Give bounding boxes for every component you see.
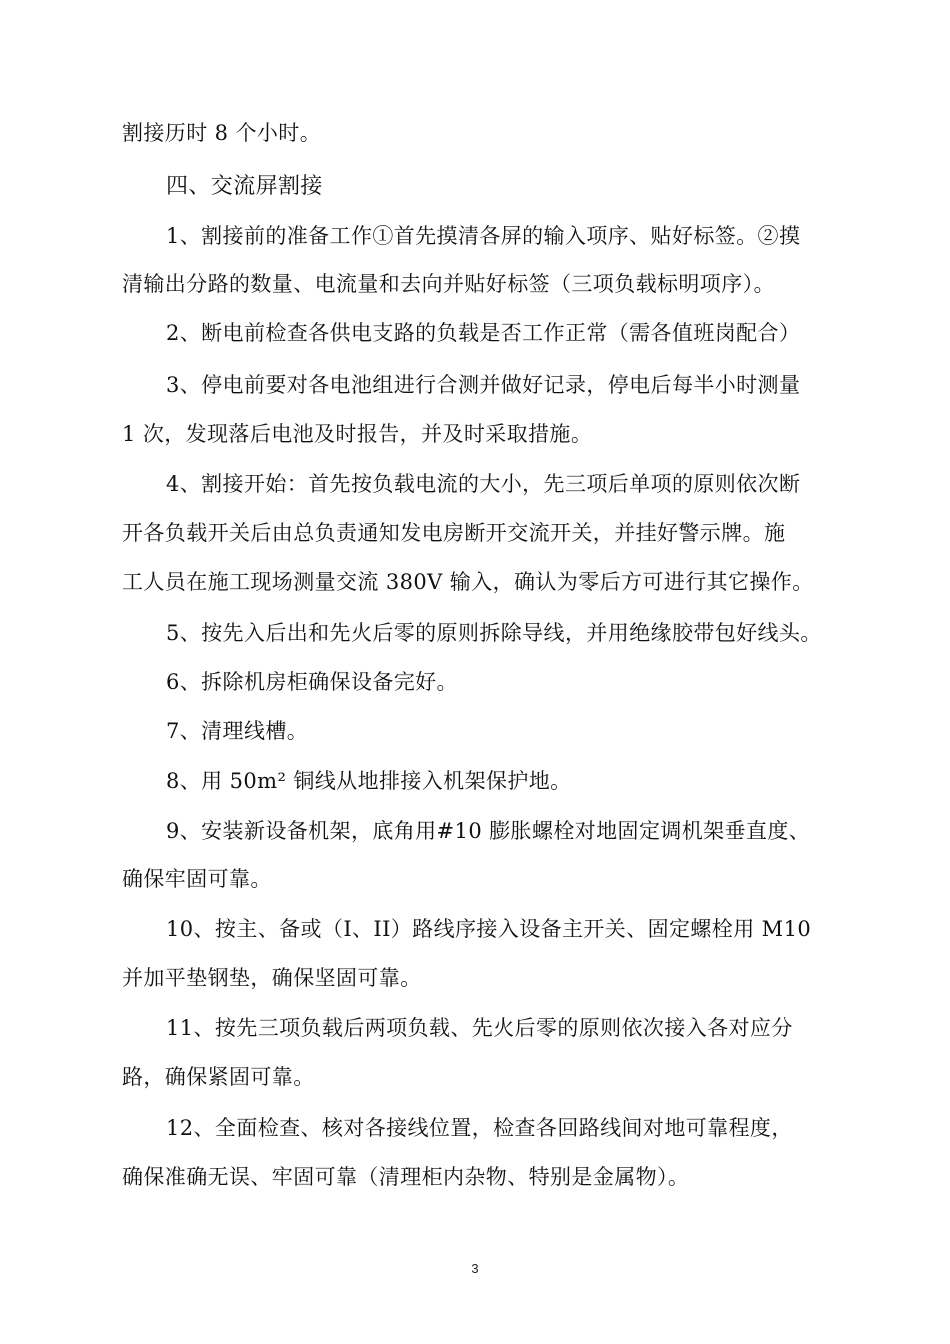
paragraph-line: 割接历时 8 个小时。 [122,121,322,145]
paragraph-line: 3、停电前要对各电池组进行合测并做好记录，停电后每半小时测量 [166,373,801,397]
section-heading: 四、交流屏割接 [166,174,323,199]
paragraph-line: 12、全面检查、核对各接线位置，检查各回路线间对地可靠程度， [166,1116,793,1140]
paragraph-line: 开各负载开关后由总负责通知发电房断开交流开关，并挂好警示牌。施 [122,521,786,545]
paragraph-line: 1、割接前的准备工作①首先摸清各屏的输入项序、贴好标签。②摸 [166,224,801,248]
paragraph-line: 1 次，发现落后电池及时报告，并及时采取措施。 [122,422,593,446]
paragraph-line: 工人员在施工现场测量交流 380V 输入，确认为零后方可进行其它操作。 [122,570,814,594]
page-number: 3 [471,1261,479,1276]
paragraph-line: 4、割接开始：首先按负载电流的大小，先三项后单项的原则依次断 [166,472,801,496]
paragraph-line: 5、按先入后出和先火后零的原则拆除导线，并用绝缘胶带包好线头。 [166,621,822,645]
paragraph-line: 确保准确无误、牢固可靠（清理柜内杂物、特别是金属物）。 [122,1165,690,1189]
paragraph-line: 7、清理线槽。 [166,719,309,743]
paragraph-line: 路，确保紧固可靠。 [122,1065,315,1089]
paragraph-line: 11、按先三项负载后两项负载、先火后零的原则依次接入各对应分 [166,1016,793,1040]
paragraph-line: 6、拆除机房柜确保设备完好。 [166,670,458,694]
paragraph-line: 10、按主、备或（I、II）路线序接入设备主开关、固定螺栓用 M10 [166,917,812,941]
paragraph-line: 并加平垫钢垫，确保坚固可靠。 [122,966,422,990]
paragraph-line: 2、断电前检查各供电支路的负载是否工作正常（需各值班岗配合） [166,321,801,345]
paragraph-line: 确保牢固可靠。 [122,867,272,891]
paragraph-line: 8、用 50m² 铜线从地排接入机架保护地。 [166,769,572,793]
paragraph-line: 9、安装新设备机架，底角用#10 膨胀螺栓对地固定调机架垂直度、 [166,819,811,843]
paragraph-line: 清输出分路的数量、电流量和去向并贴好标签（三项负载标明项序）。 [122,272,775,296]
